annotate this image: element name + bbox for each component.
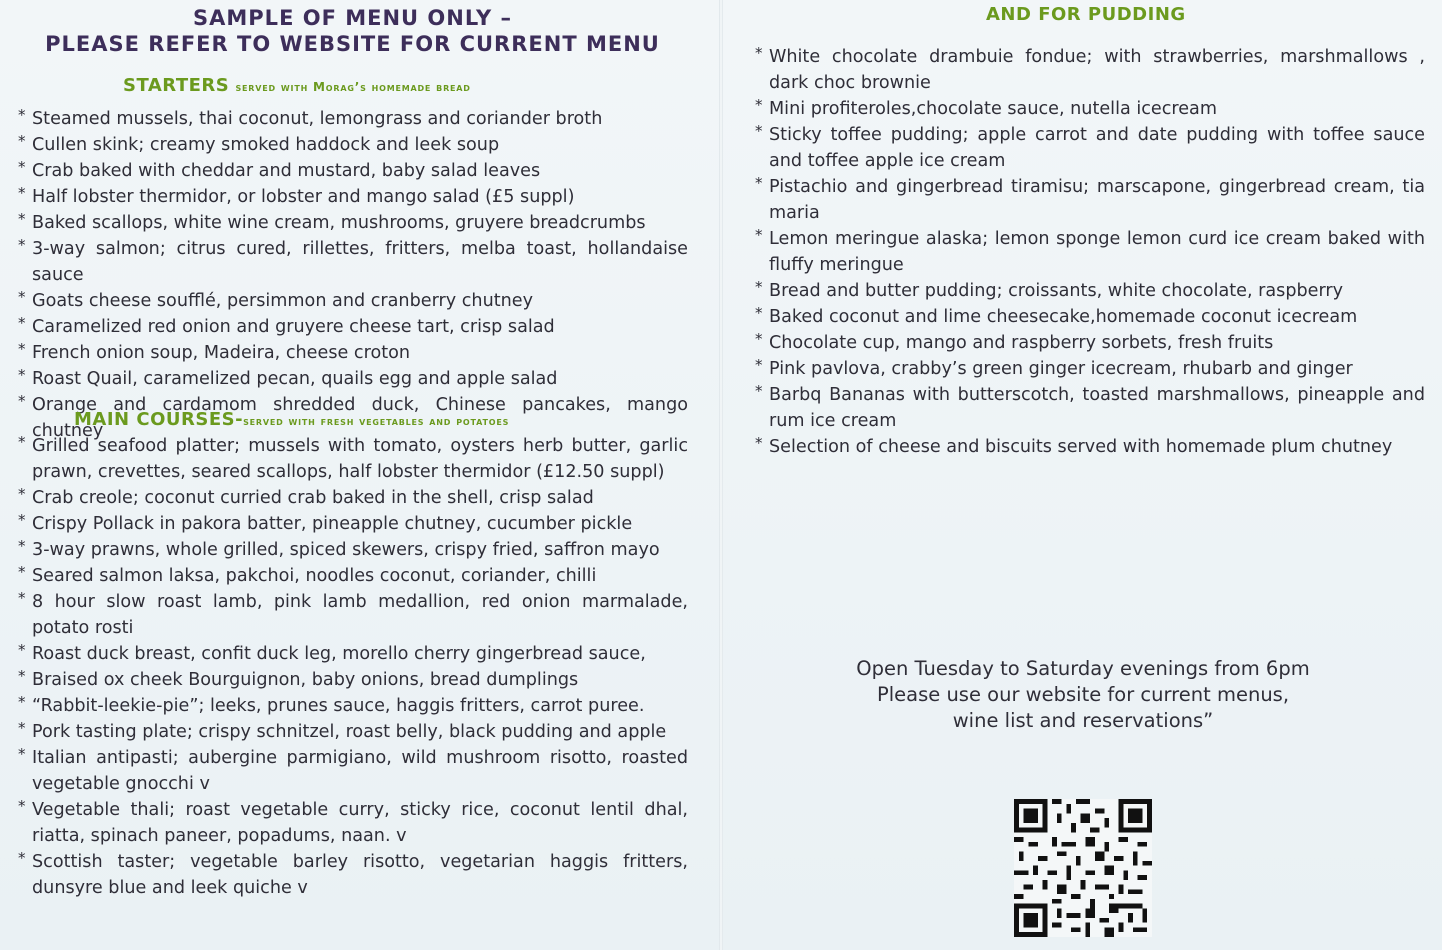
starters-item-text: Baked scallops, white wine cream, mushrooms, gruyere breadcrumbs xyxy=(32,213,646,233)
mains-item-text: Italian antipasti; aubergine parmigiano, wild mushroom risotto, roasted vegetable gnocchi v xyxy=(32,748,688,794)
asterisk-bullet-icon: * xyxy=(18,288,26,306)
menu-heading xyxy=(0,5,705,57)
mains-item-text: Seared salmon laksa, pakchoi, noodles coconut, coriander, chilli xyxy=(32,566,597,586)
pudding-item-text: Selection of cheese and biscuits served with homemade plum chutney xyxy=(769,437,1393,457)
pudding-item-text: White chocolate drambuie fondue; with strawberries, marshmallows , dark choc brownie xyxy=(769,47,1425,93)
pudding-item xyxy=(755,174,1425,226)
mains-item xyxy=(18,797,688,849)
pudding-title: AND FOR PUDDING xyxy=(986,4,1186,25)
mains-subtitle: served with fresh vegetables and potatoes xyxy=(243,414,510,428)
pudding-item xyxy=(755,278,1425,304)
starters-item-text: Goats cheese soufflé, persimmon and cranberry chutney xyxy=(32,291,534,311)
mains-item-text: 3-way prawns, whole grilled, spiced skewers, crispy fried, saffron mayo xyxy=(32,540,660,560)
mains-item xyxy=(18,511,688,537)
starters-subtitle: served with Morag’s homemade bread xyxy=(235,80,471,94)
starters-list xyxy=(18,106,688,444)
mains-item xyxy=(18,693,688,719)
asterisk-bullet-icon: * xyxy=(18,641,26,659)
starters-title: STARTERS xyxy=(123,75,230,96)
mains-item xyxy=(18,745,688,797)
starters-item-text: Half lobster thermidor, or lobster and mango salad (£5 suppl) xyxy=(32,187,575,207)
asterisk-bullet-icon: * xyxy=(18,340,26,358)
mains-item-text: Braised ox cheek Bourguignon, baby onions, bread dumplings xyxy=(32,670,579,690)
asterisk-bullet-icon: * xyxy=(755,44,763,62)
pudding-item-text: Pink pavlova, crabby’s green ginger icecream, rhubarb and ginger xyxy=(769,359,1353,379)
pudding-item-text: Mini profiteroles,chocolate sauce, nutella icecream xyxy=(769,99,1217,119)
mains-item-text: Grilled seafood platter; mussels with tomato, oysters herb butter, garlic prawn, crevettes, seared scallops, half lobster thermidor (£12.50 suppl) xyxy=(32,436,688,482)
pudding-item xyxy=(755,96,1425,122)
starters-item-text: French onion soup, Madeira, cheese croton xyxy=(32,343,411,363)
asterisk-bullet-icon: * xyxy=(755,356,763,374)
starters-item xyxy=(18,314,688,340)
mains-item xyxy=(18,719,688,745)
asterisk-bullet-icon: * xyxy=(755,434,763,452)
starters-item xyxy=(18,158,688,184)
pudding-item xyxy=(755,304,1425,330)
pudding-item xyxy=(755,382,1425,434)
starters-item xyxy=(18,288,688,314)
starters-heading xyxy=(123,75,471,98)
starters-item xyxy=(18,106,688,132)
asterisk-bullet-icon: * xyxy=(18,745,26,763)
menu-heading-line2: PLEASE REFER TO WEBSITE FOR CURRENT MENU xyxy=(45,32,660,56)
starters-item-text: Roast Quail, caramelized pecan, quails egg and apple salad xyxy=(32,369,558,389)
starters-item-text: Orange and cardamom shredded duck, Chinese pancakes, mango chutney xyxy=(32,395,688,441)
asterisk-bullet-icon: * xyxy=(18,797,26,815)
starters-item-text: Crab baked with cheddar and mustard, baby salad leaves xyxy=(32,161,541,181)
asterisk-bullet-icon: * xyxy=(18,314,26,332)
pudding-item-text: Baked coconut and lime cheesecake,homemade coconut icecream xyxy=(769,307,1358,327)
mains-item xyxy=(18,849,688,901)
mains-item-text: Scottish taster; vegetable barley risotto, vegetarian haggis fritters, dunsyre blue and leek quiche v xyxy=(32,852,688,898)
asterisk-bullet-icon: * xyxy=(18,511,26,529)
pudding-item-text: Bread and butter pudding; croissants, white chocolate, raspberry xyxy=(769,281,1344,301)
pudding-item xyxy=(755,122,1425,174)
asterisk-bullet-icon: * xyxy=(18,693,26,711)
opening-hours: Open Tuesday to Saturday evenings from 6pm xyxy=(856,657,1310,680)
pudding-item xyxy=(755,44,1425,96)
asterisk-bullet-icon: * xyxy=(755,96,763,114)
mains-item xyxy=(18,563,688,589)
pudding-item xyxy=(755,226,1425,278)
starters-item xyxy=(18,340,688,366)
website-note-2: wine list and reservations” xyxy=(952,709,1214,732)
asterisk-bullet-icon: * xyxy=(18,392,26,410)
pudding-item xyxy=(755,356,1425,382)
mains-item-text: Crispy Pollack in pakora batter, pineapple chutney, cucumber pickle xyxy=(32,514,633,534)
starters-item xyxy=(18,132,688,158)
menu-heading-line1: SAMPLE OF MENU ONLY – xyxy=(193,6,512,30)
asterisk-bullet-icon: * xyxy=(18,667,26,685)
pudding-item xyxy=(755,330,1425,356)
pudding-item-text: Chocolate cup, mango and raspberry sorbets, fresh fruits xyxy=(769,333,1274,353)
mains-list xyxy=(18,433,688,901)
asterisk-bullet-icon: * xyxy=(755,304,763,322)
starters-item-text: 3-way salmon; citrus cured, rillettes, fritters, melba toast, hollandaise sauce xyxy=(32,239,688,285)
mains-item-text: Vegetable thali; roast vegetable curry, sticky rice, coconut lentil dhal, riatta, spinach paneer, popadums, naan. v xyxy=(32,800,688,846)
pudding-item-text: Sticky toffee pudding; apple carrot and date pudding with toffee sauce and toffee apple ice cream xyxy=(769,125,1425,171)
pudding-list xyxy=(755,44,1425,460)
asterisk-bullet-icon: * xyxy=(18,849,26,867)
mains-item xyxy=(18,641,688,667)
pudding-heading xyxy=(986,4,1186,26)
starters-item xyxy=(18,210,688,236)
opening-info xyxy=(800,656,1366,734)
mains-item xyxy=(18,485,688,511)
asterisk-bullet-icon: * xyxy=(18,589,26,607)
mains-item xyxy=(18,589,688,641)
asterisk-bullet-icon: * xyxy=(755,226,763,244)
asterisk-bullet-icon: * xyxy=(18,132,26,150)
asterisk-bullet-icon: * xyxy=(18,433,26,451)
website-note: Please use our website for current menus, xyxy=(876,683,1290,706)
asterisk-bullet-icon: * xyxy=(755,122,763,140)
pudding-item xyxy=(755,434,1425,460)
asterisk-bullet-icon: * xyxy=(18,719,26,737)
pudding-item-text: Pistachio and gingerbread tiramisu; marscapone, gingerbread cream, tia maria xyxy=(769,177,1425,223)
asterisk-bullet-icon: * xyxy=(18,537,26,555)
mains-item-text: “Rabbit-leekie-pie”; leeks, prunes sauce, haggis fritters, carrot puree. xyxy=(32,696,645,716)
asterisk-bullet-icon: * xyxy=(18,158,26,176)
asterisk-bullet-icon: * xyxy=(18,106,26,124)
starters-item xyxy=(18,236,688,288)
mains-item xyxy=(18,537,688,563)
pudding-item-text: Barbq Bananas with butterscotch, toasted marshmallows, pineapple and rum ice cream xyxy=(769,385,1425,431)
starters-item xyxy=(18,366,688,392)
asterisk-bullet-icon: * xyxy=(755,382,763,400)
pudding-item-text: Lemon meringue alaska; lemon sponge lemon curd ice cream baked with fluffy meringue xyxy=(769,229,1425,275)
asterisk-bullet-icon: * xyxy=(18,210,26,228)
asterisk-bullet-icon: * xyxy=(18,366,26,384)
asterisk-bullet-icon: * xyxy=(755,174,763,192)
asterisk-bullet-icon: * xyxy=(18,236,26,254)
mains-item-text: Crab creole; coconut curried crab baked in the shell, crisp salad xyxy=(32,488,594,508)
asterisk-bullet-icon: * xyxy=(18,485,26,503)
mains-item-text: Pork tasting plate; crispy schnitzel, roast belly, black pudding and apple xyxy=(32,722,667,742)
mains-item xyxy=(18,433,688,485)
starters-item-text: Caramelized red onion and gruyere cheese tart, crisp salad xyxy=(32,317,555,337)
asterisk-bullet-icon: * xyxy=(18,563,26,581)
mains-item xyxy=(18,667,688,693)
starters-item xyxy=(18,184,688,210)
starters-item-text: Cullen skink; creamy smoked haddock and leek soup xyxy=(32,135,500,155)
asterisk-bullet-icon: * xyxy=(18,184,26,202)
asterisk-bullet-icon: * xyxy=(755,278,763,296)
starters-item-text: Steamed mussels, thai coconut, lemongrass and coriander broth xyxy=(32,109,603,129)
mains-item-text: 8 hour slow roast lamb, pink lamb medallion, red onion marmalade, potato rosti xyxy=(32,592,688,638)
mains-title: MAIN COURSES- xyxy=(74,409,244,430)
mains-heading xyxy=(74,409,509,432)
mains-item-text: Roast duck breast, confit duck leg, morello cherry gingerbread sauce, xyxy=(32,644,646,664)
asterisk-bullet-icon: * xyxy=(755,330,763,348)
qr-code-icon[interactable] xyxy=(1014,799,1152,937)
